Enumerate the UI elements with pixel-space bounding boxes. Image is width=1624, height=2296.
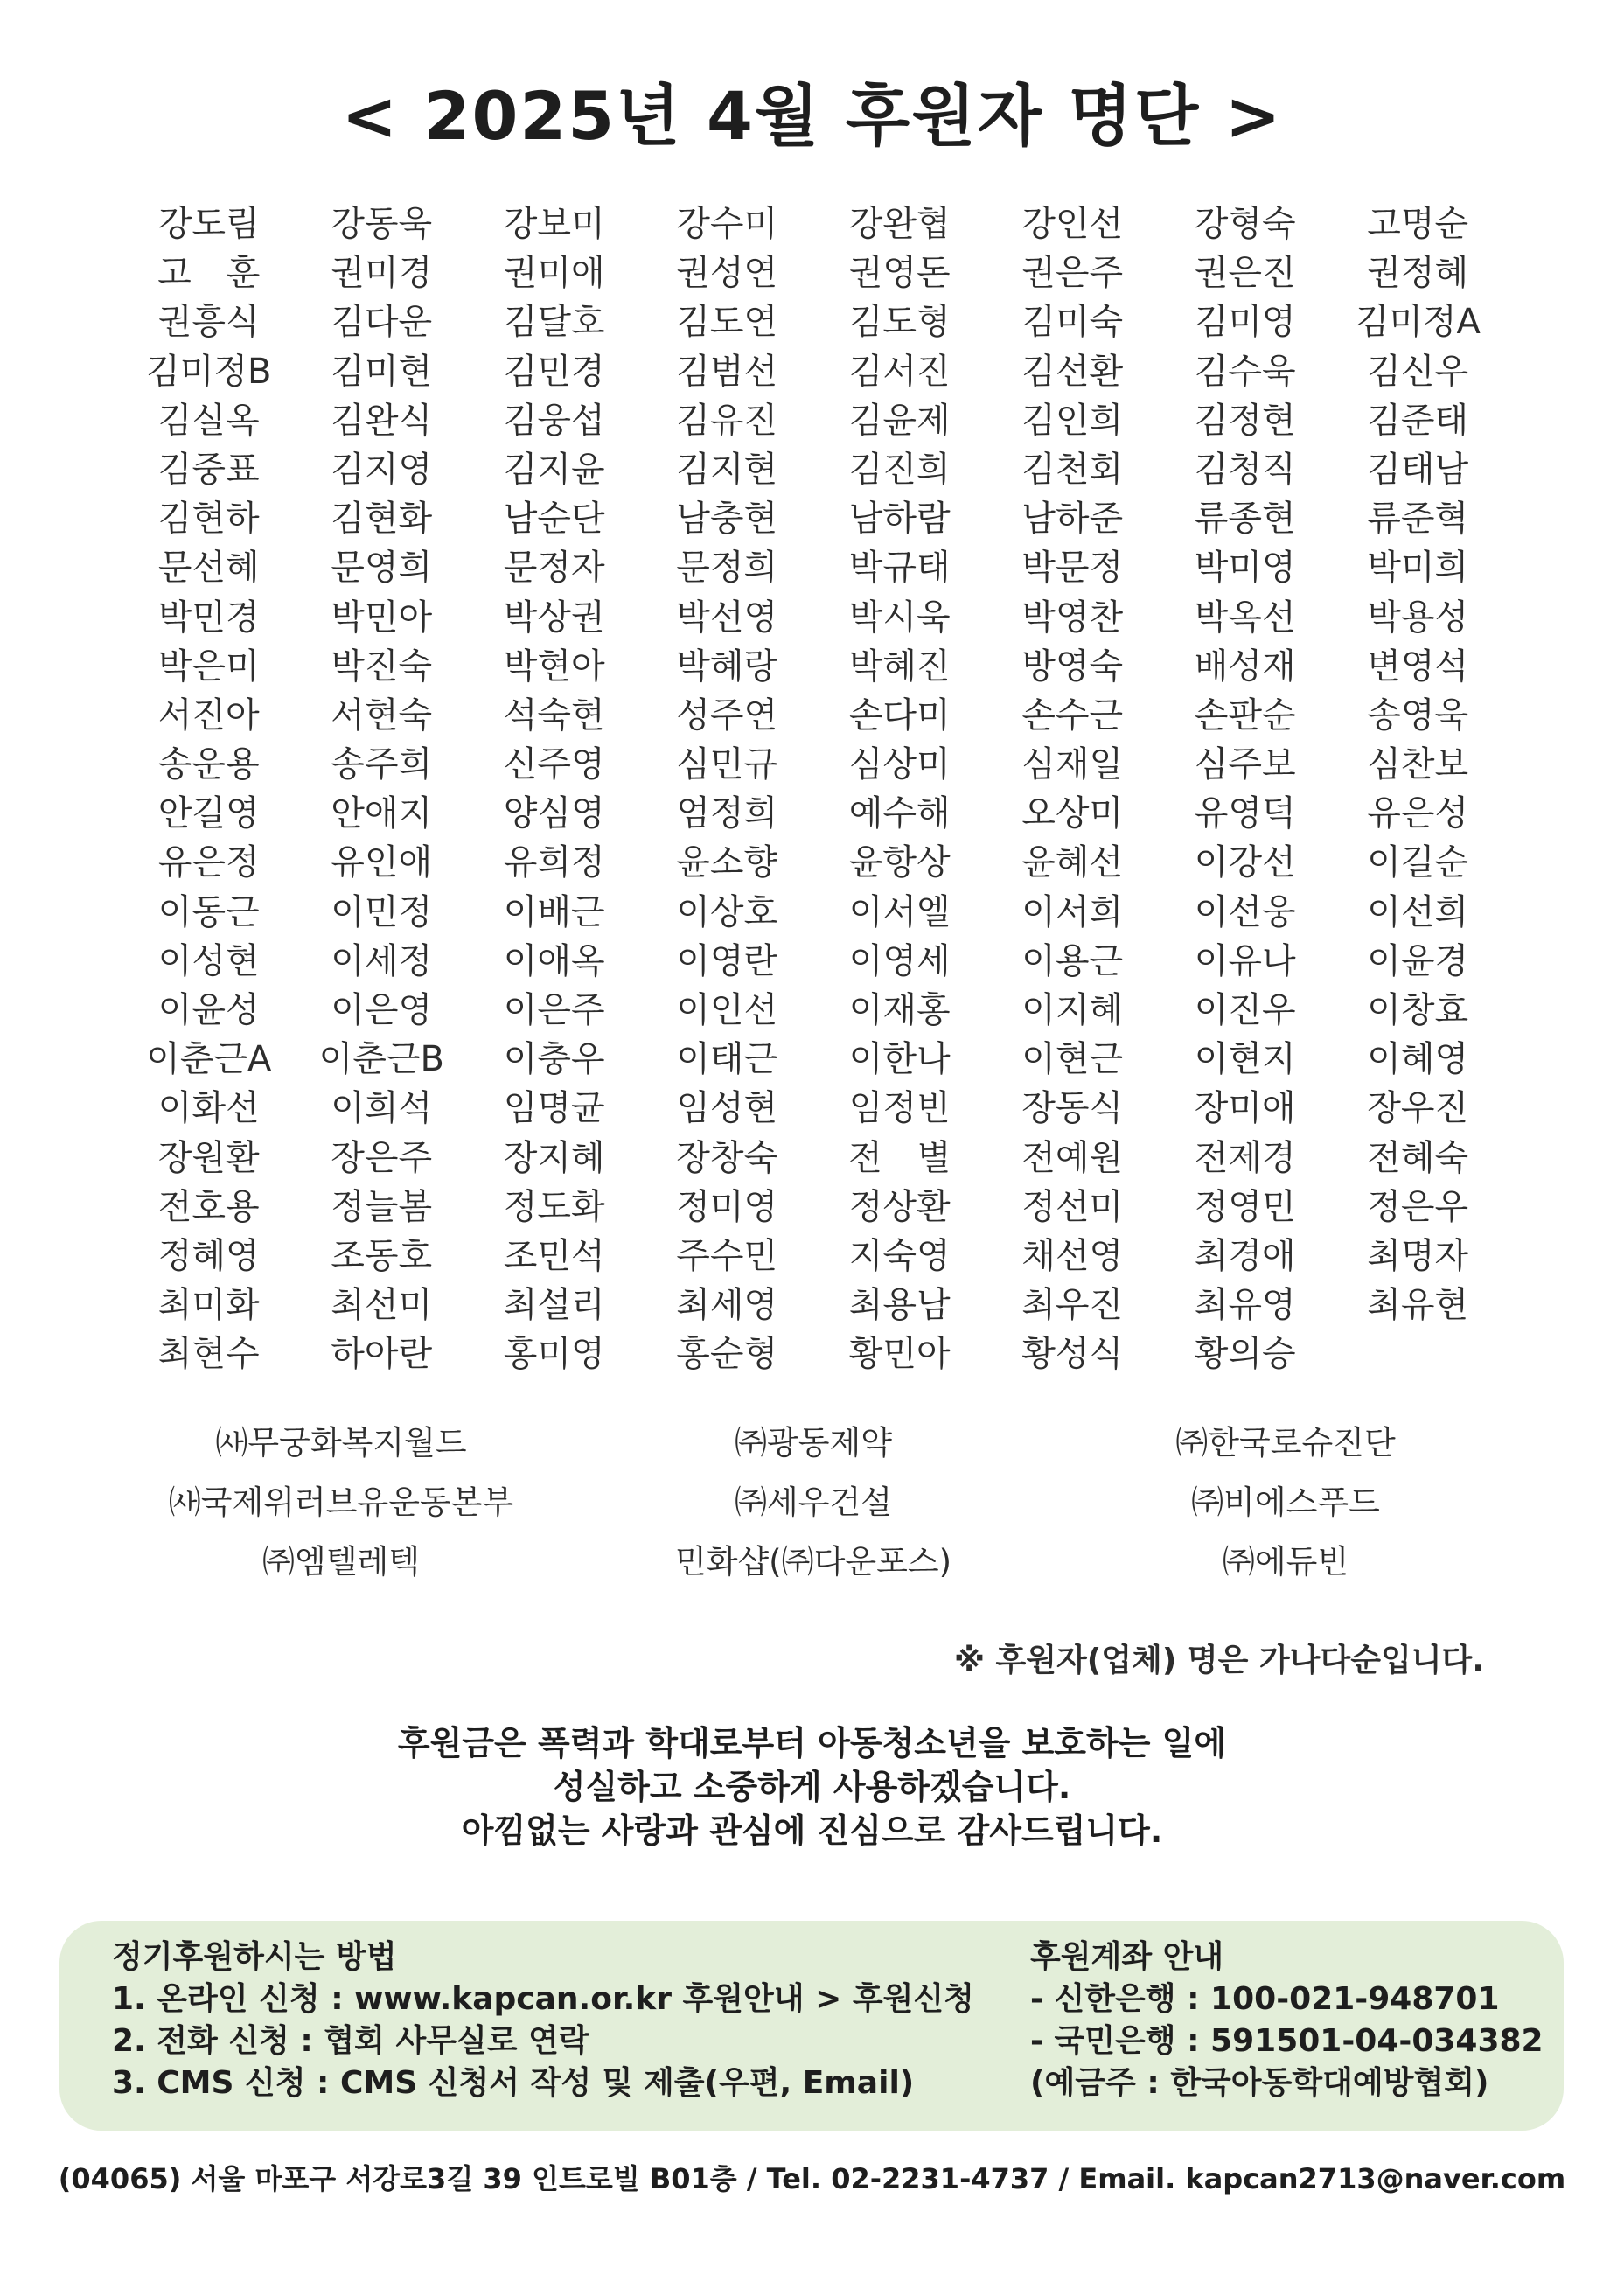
- donor-name: 김인희: [1021, 400, 1124, 441]
- message-line-1: 후원금은 폭력과 학대로부터 아동청소년을 보호하는 일에: [397, 1724, 1227, 1762]
- donor-name: 김유진: [676, 400, 778, 441]
- donor-name: 김천회: [1021, 449, 1124, 490]
- donor-name: 장원환: [157, 1137, 260, 1178]
- donor-name: 문영희: [331, 548, 433, 589]
- organization-name: ㈜비에스푸드: [1191, 1483, 1380, 1521]
- donor-name: 장은주: [331, 1137, 433, 1178]
- donor-name: 박현아: [503, 646, 605, 687]
- donor-name: 강보미: [503, 204, 605, 244]
- donor-name: 이상호: [676, 891, 778, 932]
- donor-name: 이서엘: [848, 891, 951, 932]
- donor-name: 이충우: [503, 1039, 605, 1080]
- donor-name: 이성현: [157, 940, 260, 981]
- donor-name: 김지영: [331, 449, 433, 490]
- donor-name: 김수욱: [1194, 351, 1296, 392]
- thank-you-message: [0, 1721, 1624, 1853]
- donor-name: 이영란: [676, 940, 778, 981]
- donor-name: 박민아: [331, 597, 433, 638]
- donor-name: 박규태: [848, 548, 951, 589]
- donor-name: 지숙영: [848, 1235, 951, 1276]
- donor-name: 최유영: [1194, 1285, 1296, 1326]
- donor-name: 박민경: [157, 597, 260, 638]
- donor-name: 김신우: [1367, 351, 1469, 392]
- donor-name: 양심영: [503, 793, 605, 834]
- organization-name: ㈜세우건설: [735, 1483, 892, 1521]
- donor-name: 홍순형: [676, 1334, 778, 1375]
- donor-name: 이민정: [331, 891, 433, 932]
- donor-name: 박미희: [1367, 548, 1469, 589]
- donor-name: 김중표: [157, 449, 260, 490]
- organization-name: ㈔국제위러브유운동본부: [168, 1483, 514, 1521]
- donor-name: 문정희: [676, 548, 778, 589]
- donor-name: 이동근: [157, 891, 260, 932]
- cms-signup-line: 3. CMS 신청 : CMS 신청서 작성 및 제출(우편, Email): [112, 2065, 915, 2101]
- donor-name: 박혜진: [848, 646, 951, 687]
- donor-name: 김준태: [1367, 400, 1469, 441]
- organization-name: ㈔무궁화복지월드: [215, 1424, 467, 1462]
- donor-name: 이세정: [331, 940, 433, 981]
- donor-name: 박혜랑: [676, 646, 778, 687]
- kookmin-account-line: - 국민은행 : 591501-04-034382: [1030, 2023, 1544, 2059]
- donor-name: 이용근: [1021, 940, 1124, 981]
- donor-name: 전혜숙: [1367, 1137, 1469, 1178]
- account-info-section: [1030, 1937, 1544, 2104]
- donor-name: 정선미: [1021, 1186, 1124, 1227]
- donor-name: 이춘근A: [146, 1039, 272, 1080]
- donor-name: 조민석: [503, 1235, 605, 1276]
- online-signup-line: 1. 온라인 신청 : www.kapcan.or.kr 후원안내 > 후원신청: [112, 1981, 974, 2017]
- donor-name: 채선영: [1021, 1235, 1124, 1276]
- message-line-3: 아낌없는 사랑과 관심에 진심으로 감사드립니다.: [461, 1811, 1163, 1850]
- donor-name: 심주보: [1194, 744, 1296, 785]
- donor-name: 이진우: [1194, 990, 1296, 1030]
- account-info-title: 후원계좌 안내: [1030, 1939, 1224, 1975]
- donor-name: 임성현: [676, 1088, 778, 1129]
- donor-name: 임정빈: [848, 1088, 951, 1129]
- account-holder-line: (예금주 : 한국아동학대예방협회): [1030, 2065, 1489, 2101]
- organization-name: ㈜엠텔레텍: [262, 1543, 420, 1581]
- donor-name: 이지혜: [1021, 990, 1124, 1030]
- donor-name: 이태근: [676, 1039, 778, 1080]
- donor-name: 고 훈: [157, 253, 261, 294]
- donor-name: 김완식: [331, 400, 433, 441]
- donor-name: 윤항상: [848, 842, 951, 883]
- donor-name: 하아란: [331, 1334, 433, 1375]
- donor-name: 손다미: [848, 694, 951, 736]
- donor-name: 김미현: [331, 351, 433, 392]
- donor-name: 박영찬: [1021, 597, 1124, 638]
- donor-name: 정상환: [848, 1186, 951, 1227]
- donor-name: 유은성: [1367, 793, 1469, 834]
- donor-name: 송영욱: [1367, 694, 1469, 736]
- contact-footer: (04065) 서울 마포구 서강로3길 39 인트로빌 B01층 / Tel. 02-2231-4737 / Email. kapcan2713@naver.com: [58, 2162, 1566, 2195]
- donor-name: 김미정A: [1355, 302, 1481, 343]
- donor-name: 최미화: [157, 1285, 260, 1326]
- donor-name: 강동욱: [331, 204, 433, 244]
- donor-name: 전 별: [848, 1137, 951, 1178]
- donor-name: 유희정: [503, 842, 605, 883]
- donor-name: 남하람: [848, 499, 951, 540]
- donor-name: 장미애: [1194, 1088, 1296, 1129]
- page-title: < 2025년 4월 후원자 명단 >: [341, 77, 1283, 155]
- donor-name: 최경애: [1194, 1235, 1296, 1276]
- donor-name: 이인선: [676, 990, 778, 1030]
- donor-name: 정도화: [503, 1186, 605, 1227]
- donor-name: 임명균: [503, 1088, 605, 1129]
- donor-name: 박선영: [676, 597, 778, 638]
- donor-name: 김달호: [503, 302, 605, 343]
- donor-name: 정늘봄: [331, 1186, 433, 1227]
- donor-name: 심상미: [848, 744, 951, 785]
- donor-name: 권정혜: [1367, 253, 1469, 294]
- donor-name: 오상미: [1021, 793, 1124, 834]
- donor-name: 김윤제: [848, 400, 951, 441]
- donor-name: 최우진: [1021, 1285, 1124, 1326]
- donor-name: 정영민: [1194, 1186, 1296, 1227]
- donor-name: 방영숙: [1021, 646, 1124, 687]
- donor-name: 황민아: [848, 1334, 951, 1375]
- donor-name: 이애옥: [503, 940, 605, 981]
- donor-name: 박옥선: [1194, 597, 1296, 638]
- donor-name: 황성식: [1021, 1334, 1124, 1375]
- donor-name: 박시욱: [848, 597, 951, 638]
- donor-name: 최용남: [848, 1285, 951, 1326]
- donor-name: 남순단: [503, 499, 605, 540]
- donor-name: 김미숙: [1021, 302, 1124, 343]
- donor-name: 김서진: [848, 351, 951, 392]
- donor-name: 김태남: [1367, 449, 1469, 490]
- donor-name: 문선혜: [157, 548, 260, 589]
- donor-name: 김현하: [157, 499, 260, 540]
- donor-name: 최명자: [1367, 1235, 1469, 1276]
- donor-name: 장창숙: [676, 1137, 778, 1178]
- donor-name: 강형숙: [1194, 204, 1296, 244]
- donor-name: 송운용: [157, 744, 260, 785]
- donor-name: 김도연: [676, 302, 778, 343]
- donor-name: 정미영: [676, 1186, 778, 1227]
- donation-info-box: [59, 1921, 1564, 2131]
- donor-name: 이화선: [157, 1088, 260, 1129]
- donor-name: 석숙현: [503, 694, 605, 736]
- donor-name: 최선미: [331, 1285, 433, 1326]
- donor-name: 엄정희: [676, 793, 778, 834]
- donor-name: 이서희: [1021, 891, 1124, 932]
- shinhan-account-line: - 신한은행 : 100-021-948701: [1030, 1981, 1500, 2017]
- donor-name: 변영석: [1367, 646, 1469, 687]
- donor-name: 장동식: [1021, 1088, 1124, 1129]
- donor-name: 심민규: [676, 744, 778, 785]
- donor-name: 장지혜: [503, 1137, 605, 1178]
- organization-name: ㈜한국로슈진단: [1175, 1424, 1396, 1462]
- organization-grid: [105, 1413, 1522, 1592]
- donor-name: 김도형: [848, 302, 951, 343]
- message-line-2: 성실하고 소중하게 사용하겠습니다.: [553, 1768, 1071, 1806]
- donor-name: 권미애: [503, 253, 605, 294]
- donor-name: 김진희: [848, 449, 951, 490]
- donor-name: 예수해: [848, 793, 951, 834]
- donor-name: 이선희: [1367, 891, 1469, 932]
- donor-name: 최세영: [676, 1285, 778, 1326]
- donor-name: 장우진: [1367, 1088, 1469, 1129]
- donor-name: 권은주: [1021, 253, 1124, 294]
- donor-name: 권미경: [331, 253, 433, 294]
- donor-name: 김민경: [503, 351, 605, 392]
- donor-name: 이강선: [1194, 842, 1296, 883]
- donor-name: 이길순: [1367, 842, 1469, 883]
- donor-name: 문정자: [503, 548, 605, 589]
- donor-name: 이배근: [503, 891, 605, 932]
- donor-name: 안길영: [157, 793, 260, 834]
- donor-name: 홍미영: [503, 1334, 605, 1375]
- donor-name: 강도림: [157, 204, 260, 244]
- donor-name: 권은진: [1194, 253, 1296, 294]
- donor-name: 김다운: [331, 302, 433, 343]
- donor-name: 강수미: [676, 204, 778, 244]
- donor-name: 전예원: [1021, 1137, 1124, 1178]
- donor-name: 박문정: [1021, 548, 1124, 589]
- donor-name: 박진숙: [331, 646, 433, 687]
- donor-name: 이영세: [848, 940, 951, 981]
- donor-name: 서현숙: [331, 694, 433, 736]
- donor-name: 류준혁: [1367, 499, 1469, 540]
- donor-name: 류종현: [1194, 499, 1296, 540]
- donor-name: 손판순: [1194, 694, 1296, 736]
- organization-name: ㈜에듀빈: [1222, 1543, 1349, 1581]
- sort-order-note: ※ 후원자(업체) 명은 가나다순입니다.: [953, 1643, 1484, 1678]
- donor-name: 황의승: [1194, 1334, 1296, 1375]
- donor-name: 이윤성: [157, 990, 260, 1030]
- donor-name: 전호용: [157, 1186, 260, 1227]
- donor-name: 이한나: [848, 1039, 951, 1080]
- donor-name: 이춘근B: [318, 1039, 444, 1080]
- donor-name: 서진아: [157, 694, 260, 736]
- donor-name: 송주희: [331, 744, 433, 785]
- donor-name: 박은미: [157, 646, 260, 687]
- donor-name: 이유나: [1194, 940, 1296, 981]
- donor-name: 김지윤: [503, 449, 605, 490]
- donor-name: 강완협: [848, 204, 951, 244]
- donor-name: 윤소향: [676, 842, 778, 883]
- donor-name: 이윤경: [1367, 940, 1469, 981]
- donor-name: 배성재: [1194, 646, 1296, 687]
- donor-name: 김미영: [1194, 302, 1296, 343]
- donor-name: 이은영: [331, 990, 433, 1030]
- donor-name: 김현화: [331, 499, 433, 540]
- donor-name: 전제경: [1194, 1137, 1296, 1178]
- donor-name: 최현수: [157, 1334, 260, 1375]
- donor-name: 이선웅: [1194, 891, 1296, 932]
- donor-name: 손수근: [1021, 694, 1124, 736]
- donor-name: 강인선: [1021, 204, 1124, 244]
- donor-name: 김선환: [1021, 351, 1124, 392]
- donor-name: 심찬보: [1367, 744, 1469, 785]
- donor-name: 주수민: [676, 1235, 778, 1276]
- donor-name: 유영덕: [1194, 793, 1296, 834]
- donor-name: 권영돈: [848, 253, 951, 294]
- donor-name: 권성연: [676, 253, 778, 294]
- donor-name: 최유현: [1367, 1285, 1469, 1326]
- donor-name-grid: [122, 199, 1504, 1379]
- donor-name: 안애지: [331, 793, 433, 834]
- phone-signup-line: 2. 전화 신청 : 협회 사무실로 연락: [112, 2023, 589, 2059]
- donor-name: 이현지: [1194, 1039, 1296, 1080]
- donor-name: 김웅섭: [503, 400, 605, 441]
- donor-name: 남하준: [1021, 499, 1124, 540]
- donor-name: 조동호: [331, 1235, 433, 1276]
- donor-name: 유인애: [331, 842, 433, 883]
- donor-name: 윤혜선: [1021, 842, 1124, 883]
- donor-name: 박미영: [1194, 548, 1296, 589]
- donor-name: 이은주: [503, 990, 605, 1030]
- donor-name: 이창효: [1367, 990, 1469, 1030]
- donor-name: 정은우: [1367, 1186, 1469, 1227]
- donor-name: 유은정: [157, 842, 260, 883]
- donor-name: 심재일: [1021, 744, 1124, 785]
- donor-name: 이현근: [1021, 1039, 1124, 1080]
- donor-name: 김지현: [676, 449, 778, 490]
- donor-name: 정혜영: [157, 1235, 260, 1276]
- regular-donation-section: [112, 1937, 974, 2104]
- donor-name: 신주영: [503, 744, 605, 785]
- donor-name: 김범선: [676, 351, 778, 392]
- donor-name: 박용성: [1367, 597, 1469, 638]
- regular-donation-title: 정기후원하시는 방법: [112, 1939, 397, 1975]
- donor-name: 이희석: [331, 1088, 433, 1129]
- donor-name: 권흥식: [157, 302, 260, 343]
- donor-name: 김청직: [1194, 449, 1296, 490]
- donor-name: 최설리: [503, 1285, 605, 1326]
- donor-name: 성주연: [676, 694, 778, 736]
- donor-name: 고명순: [1367, 204, 1469, 244]
- organization-name: ㈜광동제약: [735, 1424, 892, 1462]
- organization-name: 민화샵(㈜다운포스): [674, 1543, 952, 1581]
- donor-name: 남충현: [676, 499, 778, 540]
- donor-name: 이혜영: [1367, 1039, 1469, 1080]
- donor-name: 이재홍: [848, 990, 951, 1030]
- donor-name: 김정현: [1194, 400, 1296, 441]
- donor-name: 김미정B: [146, 351, 272, 392]
- donor-name: 박상권: [503, 597, 605, 638]
- donor-name: 김실옥: [157, 400, 260, 441]
